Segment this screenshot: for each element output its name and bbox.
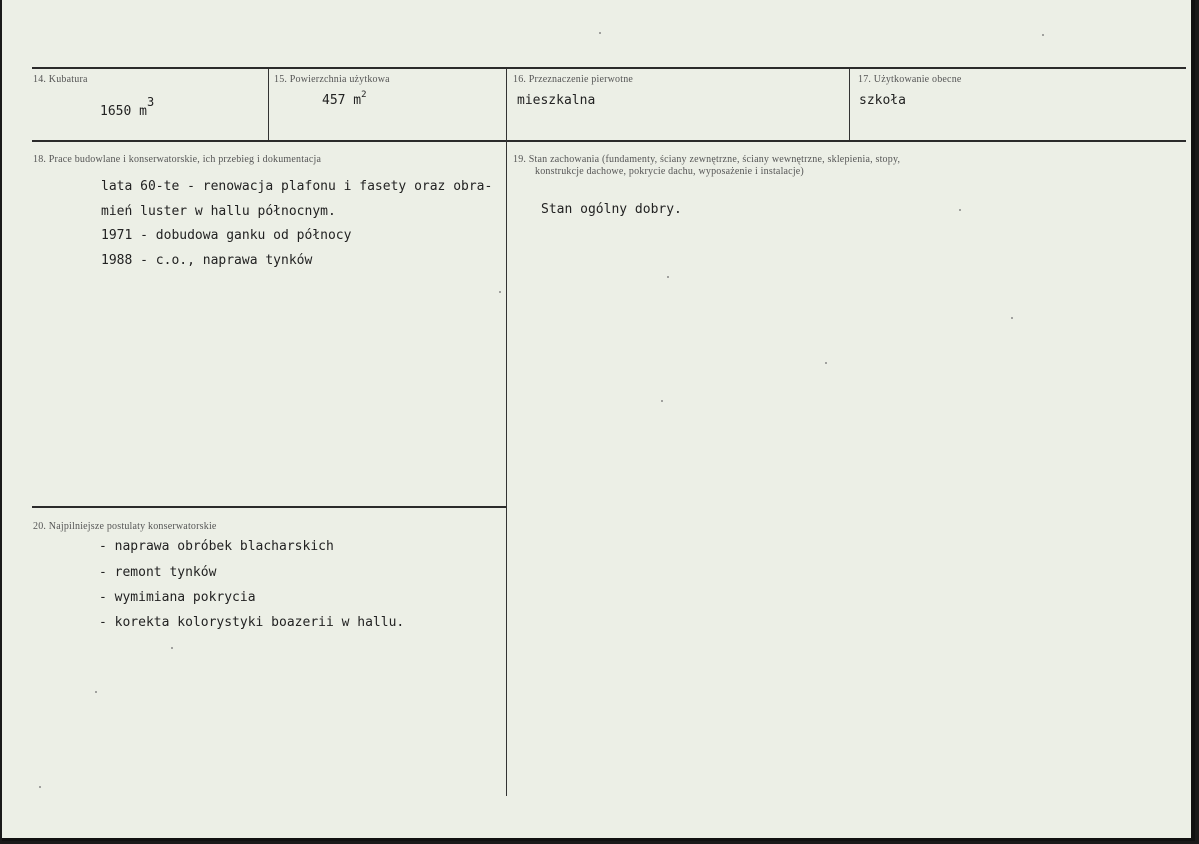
kubatura-label: 14. Kubatura xyxy=(33,74,88,85)
paper-speck xyxy=(661,400,663,402)
przeznaczenie-label: 16. Przeznaczenie pierwotne xyxy=(513,74,634,85)
powierzchnia-unit-exponent: 2 xyxy=(361,90,367,100)
postulat-line-3: - wymimiana pokrycia xyxy=(99,590,256,605)
postulat-line-2: - remont tynków xyxy=(99,565,217,580)
paper-speck xyxy=(825,362,827,364)
prace-line-4: 1988 - c.o., naprawa tynków xyxy=(101,253,313,268)
kubatura-value xyxy=(100,95,155,119)
prace-line-2: mień luster w hallu północnym. xyxy=(101,204,336,219)
top-rule xyxy=(32,67,1186,69)
stan-zachowania-label-1: 19. Stan zachowania (fundamenty, ściany zewnętrzne, ściany wewnętrzne, sklepienia, stopy, xyxy=(513,154,901,165)
stan-zachowania-value: Stan ogólny dobry. xyxy=(541,202,682,217)
paper-speck xyxy=(1011,317,1013,319)
przeznaczenie-value: mieszkalna xyxy=(517,93,596,108)
paper-speck xyxy=(1042,34,1044,36)
postulat-line-1: - naprawa obróbek blacharskich xyxy=(99,539,334,554)
powierzchnia-label: 15. Powierzchnia użytkowa xyxy=(274,74,390,85)
record-card xyxy=(2,0,1195,841)
section-20-rule xyxy=(32,506,506,508)
prace-budowlane-label: 18. Prace budowlane i konserwatorskie, ich przebieg i dokumentacja xyxy=(33,154,322,165)
middle-rule xyxy=(32,140,1186,142)
divider-14-15 xyxy=(268,69,269,140)
divider-15-16 xyxy=(506,69,507,796)
uzytkowanie-label: 17. Użytkowanie obecne xyxy=(858,74,962,85)
kubatura-number: 1650 m xyxy=(100,104,147,119)
stan-zachowania-label-2: konstrukcje dachowe, pokrycie dachu, wyposażenie i instalacje) xyxy=(535,166,804,177)
paper-speck xyxy=(39,786,41,788)
prace-line-3: 1971 - dobudowa ganku od północy xyxy=(101,228,352,243)
powierzchnia-value xyxy=(322,90,367,108)
uzytkowanie-value: szkoła xyxy=(859,93,906,108)
kubatura-unit-exponent: 3 xyxy=(146,95,155,109)
paper-speck xyxy=(959,209,961,211)
postulat-line-4: - korekta kolorystyki boazerii w hallu. xyxy=(99,615,405,630)
paper-speck xyxy=(667,276,669,278)
divider-16-17 xyxy=(849,69,850,140)
postulaty-label: 20. Najpilniejsze postulaty konserwatorskie xyxy=(33,521,217,532)
powierzchnia-number: 457 m xyxy=(322,93,362,108)
paper-speck xyxy=(599,32,601,34)
paper-speck xyxy=(171,647,173,649)
paper-speck xyxy=(499,291,501,293)
paper-speck xyxy=(95,691,97,693)
prace-line-1: lata 60-te - renowacja plafonu i fasety oraz obra- xyxy=(101,179,493,194)
